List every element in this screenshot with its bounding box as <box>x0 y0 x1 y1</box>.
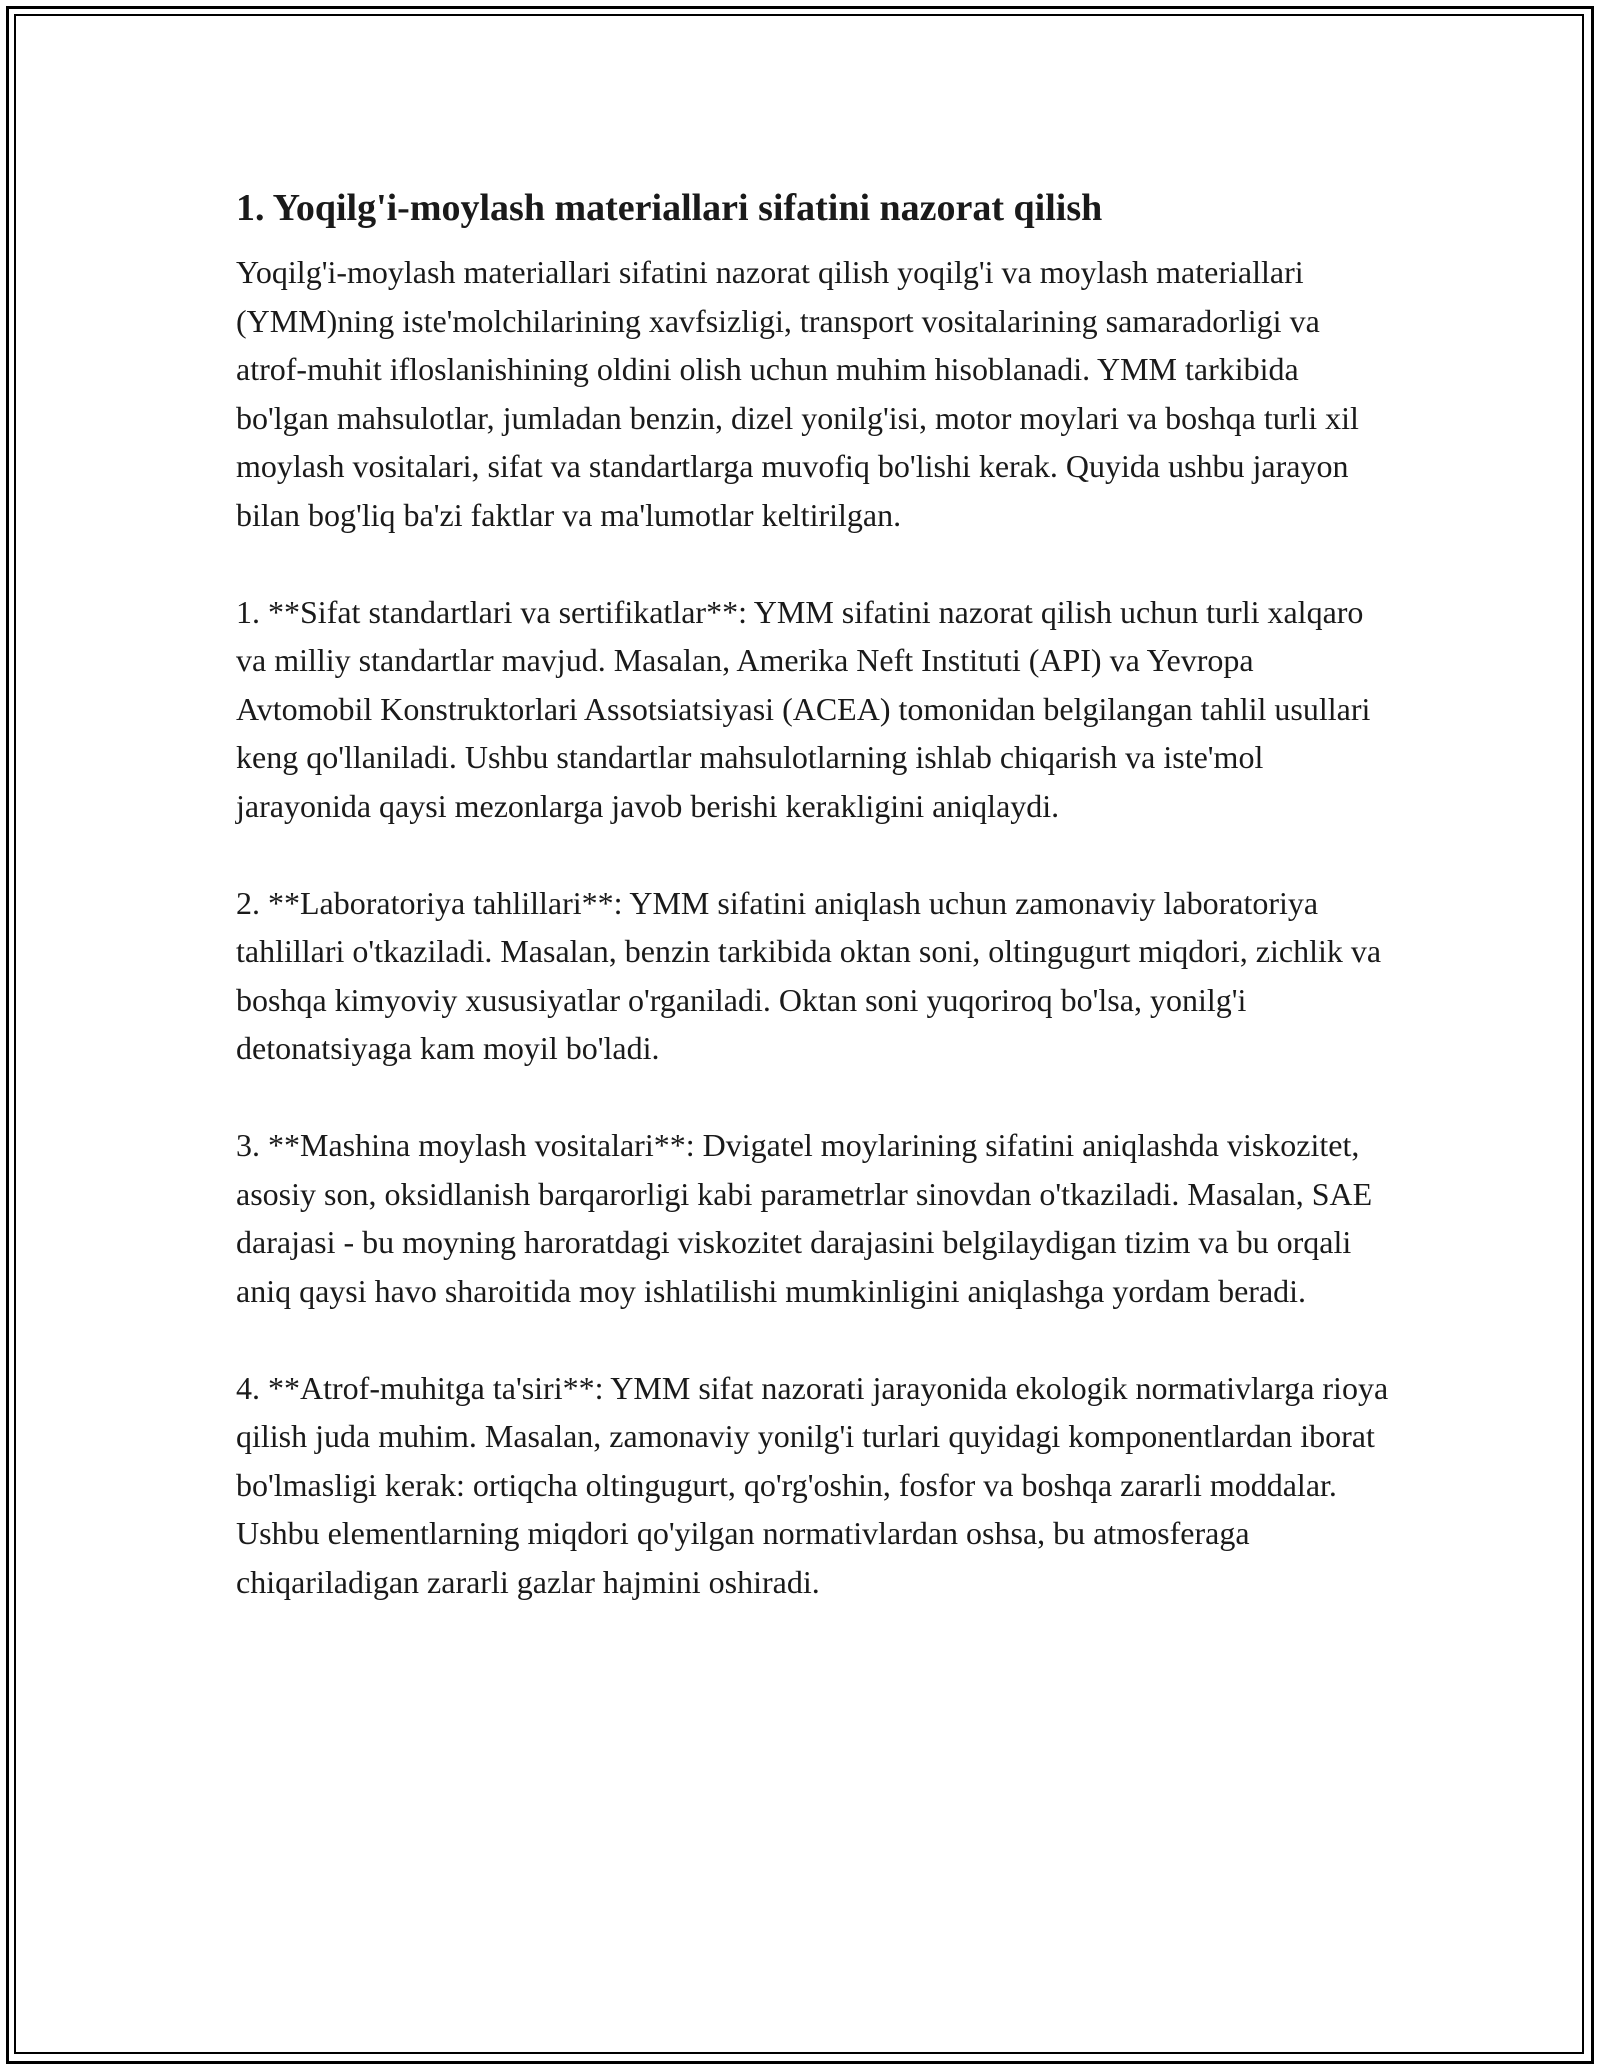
section-heading: 1. Yoqilg'i-moylash materiallari sifatini nazorat qilish <box>236 187 1103 229</box>
paragraph-laboratory-analyses: 2. **Laboratoriya tahlillari**: YMM sifatini aniqlash uchun zamonaviy laboratoriya tahlillari o'tkaziladi. Masalan, benzin tarkibida oktan soni, oltingugurt miqdori, zichlik va boshqa kimyoviy xususiyatlar o'rganiladi. Oktan soni yuqoriroq bo'lsa, yonilg'i detonatsiyaga kam moyil bo'ladi. <box>236 884 1382 1066</box>
paragraph-quality-standards: 1. **Sifat standartlari va sertifikatlar**: YMM sifatini nazorat qilish uchun turli xalqaro va milliy standartlar mavjud. Masalan, Amerika Neft Instituti (API) va Yevropa Avtomobil Konstruktorlari Assotsiatsiyasi (ACEA) tomonidan belgilangan tahlil usullari keng qo'llaniladi. Ushbu standartlar mahsulotlarning ishlab chiqarish va iste'mol jarayonida qaysi mezonlarga javob berishi kerakligini aniqlaydi. <box>236 593 1371 824</box>
paragraph-environmental-impact: 4. **Atrof-muhitga ta'siri**: YMM sifat nazorati jarayonida ekologik normativlarga rioya qilish juda muhim. Masalan, zamonaviy yonilg'i turlari quyidagi komponentlardan iborat bo'lmasligi kerak: ortiqcha oltingugurt, qo'rg'oshin, fosfor va boshqa zararli moddalar. Ushbu elementlarning miqdori qo'yilgan normativlardan oshsa, bu atmosferaga chiqariladigan zararli gazlar hajmini oshiradi. <box>236 1369 1389 1600</box>
document-body <box>236 184 1396 1655</box>
paragraph-machine-lubricants: 3. **Mashina moylash vositalari**: Dvigatel moylarining sifatini aniqlashda viskozitet, asosiy son, oksidlanish barqarorligi kabi parametrlar sinovdan o'tkaziladi. Masalan, SAE darajasi - bu moyning haroratdagi viskozitet darajasini belgilaydigan tizim va bu orqali aniq qaysi havo sharoitida moy ishlatilishi mumkinligini aniqlashga yordam beradi. <box>236 1127 1373 1309</box>
intro-paragraph: Yoqilg'i-moylash materiallari sifatini nazorat qilish yoqilg'i va moylash materiallari (YMM)ning iste'molchilarining xavfsizligi, transport vositalarining samaradorligi va atrof-muhit ifloslanishining oldini olish uchun muhim hisoblanadi. YMM tarkibida bo'lgan mahsulotlar, jumladan benzin, dizel yonilg'isi, motor moylari va boshqa turli xil moylash vositalari, sifat va standartlarga muvofiq bo'lishi kerak. Quyida ushbu jarayon bilan bog'liq ba'zi faktlar va ma'lumotlar keltirilgan. <box>236 254 1359 533</box>
